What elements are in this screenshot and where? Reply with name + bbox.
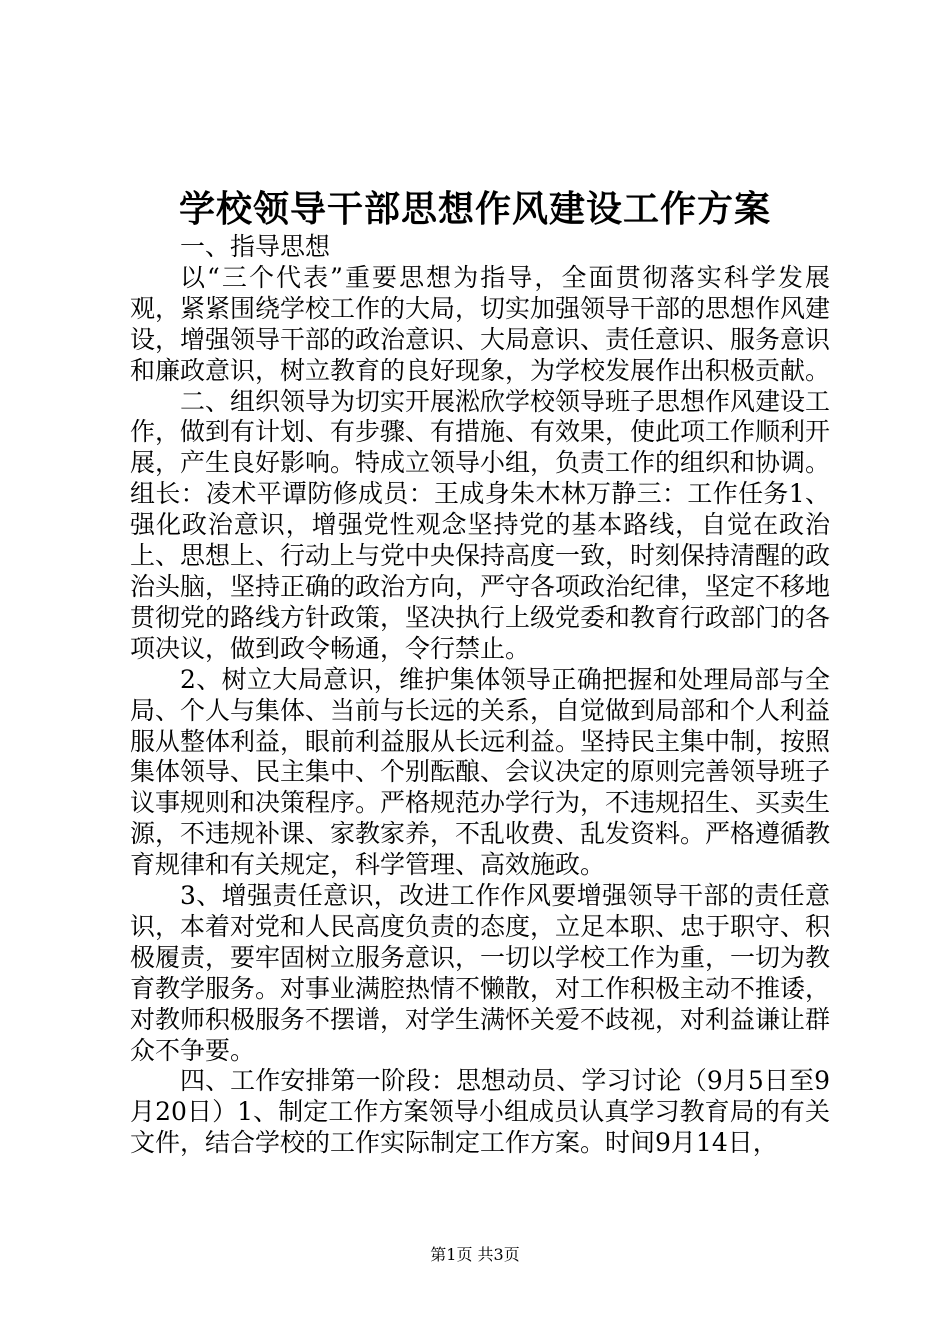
paragraph-guiding-ideology: 以“三个代表”重要思想为指导，全面贯彻落实科学发展观，紧紧围绕学校工作的大局，切实加强领导干部的思想作风建设，增强领导干部的政治意识、大局意识、责任意识、服务意识和廉政意识，树立教育的良好现象，为学校发展作出积极贡献。 — [130, 262, 831, 385]
section-heading-guiding-ideology: 一、指导思想 — [180, 232, 331, 261]
paragraph-responsibility-awareness: 3、增强责任意识，改进工作作风要增强领导干部的责任意识，本着对党和人民高度负责的态度，立足本职、忠于职守、积极履责，要牢固树立服务意识，一切以学校工作为重，一切为教育教学服务。对事业满腔热情不懒散，对工作积极主动不推诿，对教师积极服务不摆谱，对学生满怀关爱不歧视，对利益谦让群众不争要。 — [130, 881, 831, 1065]
paragraph-overall-awareness: 2、树立大局意识，维护集体领导正确把握和处理局部与全局、个人与集体、当前与长远的关系，自觉做到局部和个人利益服从整体利益，眼前利益服从长远利益。坚持民主集中制，按照集体领导、民主集中、个别酝酿、会议决定的原则完善领导班子议事规则和决策程序。严格规范办学行为，不违规招生、买卖生源，不违规补课、家教家养，不乱收费、乱发资料。严格遵循教育规律和有关规定，科学管理、高效施政。 — [130, 664, 831, 880]
page-number-footer: 第1页 共3页 — [430, 1245, 520, 1264]
paragraph-work-arrangement: 四、工作安排第一阶段：思想动员、学习讨论（9月5日至9月20日）1、制定工作方案领导小组成员认真学习教育局的有关文件，结合学校的工作实际制定工作方案。时间9月14日， — [130, 1066, 830, 1158]
paragraph-organization-leadership: 二、组织领导为切实开展淞欣学校领导班子思想作风建设工作，做到有计划、有步骤、有措施、有效果，使此项工作顺利开展，产生良好影响。特成立领导小组，负责工作的组织和协调。组长：凌术平谭防修成员：王成身朱木林万静三：工作任务1、强化政治意识，增强党性观念坚持党的基本路线，自觉在政治上、思想上、行动上与党中央保持高度一致，时刻保持清醒的政治头脑，坚持正确的政治方向，严守各项政治纪律，坚定不移地贯彻党的路线方针政策，坚决执行上级党委和教育行政部门的各项决议，做到政令畅通，令行禁止。 — [130, 386, 831, 663]
document-title: 学校领导干部思想作风建设工作方案 — [178, 188, 771, 230]
document-body — [130, 232, 830, 1159]
